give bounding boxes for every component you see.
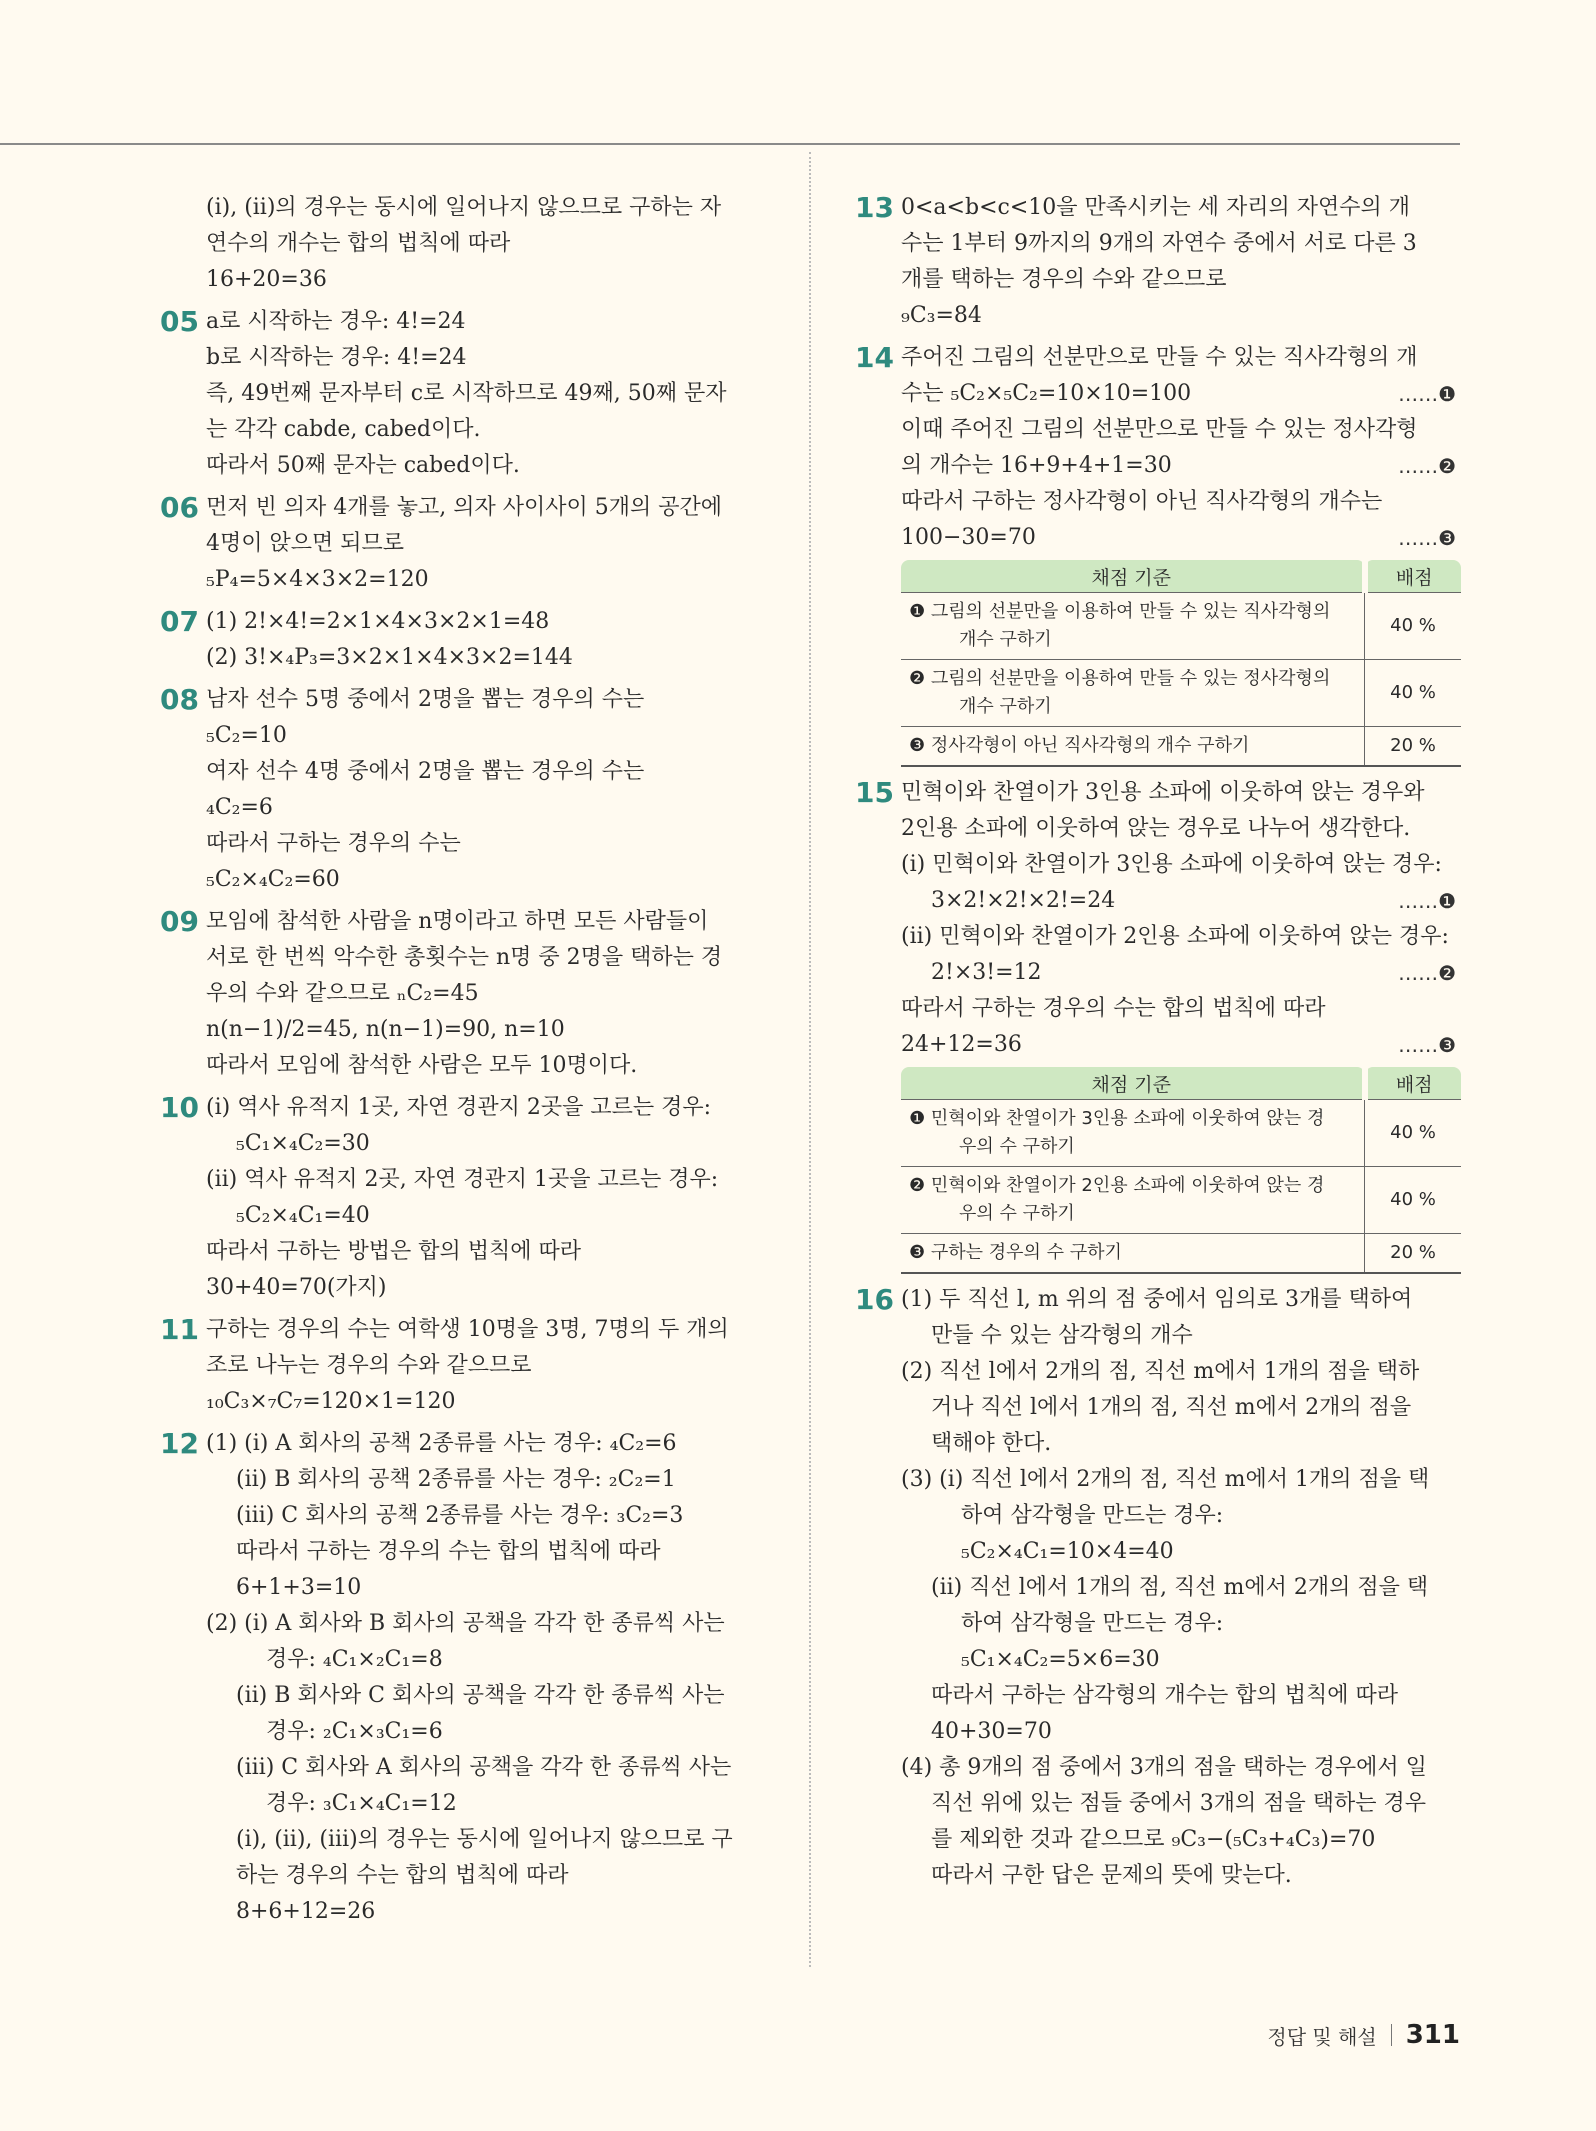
text-line: 를 제외한 것과 같으므로 ₉C₃−(₅C₃+₄C₃)=70 xyxy=(931,1827,1376,1852)
text-line: 거나 직선 l에서 1개의 점, 직선 m에서 2개의 점을 xyxy=(931,1395,1412,1420)
problem-08 xyxy=(160,682,770,898)
scoring-table xyxy=(901,560,1461,767)
line-text: 2!×3!=12 xyxy=(931,960,1042,985)
text-line: (ⅲ) C 회사의 공책 2종류를 사는 경우: ₃C₂=3 xyxy=(236,1503,684,1528)
problem-number: 08 xyxy=(160,683,199,716)
table-row xyxy=(901,1100,1461,1167)
text-line: 주어진 그림의 선분만으로 만들 수 있는 직사각형의 개 xyxy=(901,345,1418,370)
text-line: (ⅰ), (ⅱ), (ⅲ)의 경우는 동시에 일어나지 않으므로 구 xyxy=(236,1827,733,1852)
text-line: ₅C₂×₄C₂=60 xyxy=(206,867,340,892)
text-line: 조로 나누는 경우의 수와 같으므로 xyxy=(206,1353,532,1378)
step-marker: ……❶ xyxy=(1398,889,1456,913)
text-line: 이때 주어진 그림의 선분만으로 만들 수 있는 정사각형 xyxy=(901,417,1418,442)
text-line: (ⅰ) 역사 유적지 1곳, 자연 경관지 2곳을 고르는 경우: xyxy=(206,1095,712,1120)
table-row xyxy=(901,660,1461,727)
text-line: ₅C₂×₄C₁=10×4=40 xyxy=(961,1539,1174,1564)
text-line: 연수의 개수는 합의 법칙에 따라 xyxy=(206,231,511,256)
points-cell: 40 % xyxy=(1365,1167,1462,1234)
problem-12 xyxy=(160,1426,770,1930)
text-line: 따라서 구하는 경우의 수는 합의 법칙에 따라 xyxy=(236,1539,661,1564)
points-cell: 40 % xyxy=(1365,1100,1462,1167)
text-line: 따라서 50째 문자는 cabed이다. xyxy=(206,453,520,478)
points-cell: 20 % xyxy=(1365,727,1462,767)
points-cell: 40 % xyxy=(1365,660,1462,727)
text-line: 민혁이와 찬열이가 3인용 소파에 이웃하여 앉는 경우와 xyxy=(901,780,1425,805)
table-row xyxy=(901,1234,1461,1274)
text-line: 4명이 앉으면 되므로 xyxy=(206,531,404,556)
problem-number: 14 xyxy=(855,341,894,374)
footer-label: 정답 및 해설 xyxy=(1267,2024,1377,2049)
left-column xyxy=(160,190,770,1936)
text-line: 택해야 한다. xyxy=(931,1431,1052,1456)
step-marker: ……❶ xyxy=(1398,382,1456,406)
problem-number: 06 xyxy=(160,491,199,524)
text-line: 6+1+3=10 xyxy=(236,1575,362,1600)
text-line: 2인용 소파에 이웃하여 앉는 경우로 나누어 생각한다. xyxy=(901,816,1411,841)
text-line: 수는 1부터 9까지의 9개의 자연수 중에서 서로 다른 3 xyxy=(901,231,1417,256)
text-line: ₅P₄=5×4×3×2=120 xyxy=(206,567,429,592)
text-line: 여자 선수 4명 중에서 2명을 뽑는 경우의 수는 xyxy=(206,759,645,784)
table-row xyxy=(901,727,1461,767)
problem-07 xyxy=(160,604,770,676)
line-text: 의 개수는 16+9+4+1=30 xyxy=(901,453,1172,478)
criteria-text: ❸ 구하는 경우의 수 구하기 xyxy=(909,1242,1122,1263)
criteria-header: 채점 기준 xyxy=(901,560,1365,593)
text-line: 따라서 구하는 삼각형의 개수는 합의 법칙에 따라 xyxy=(931,1683,1399,1708)
text-line: (ⅱ) 민혁이와 찬열이가 2인용 소파에 이웃하여 앉는 경우: xyxy=(901,924,1449,949)
text-line: 는 각각 cabde, cabed이다. xyxy=(206,417,481,442)
problem-number: 16 xyxy=(855,1283,894,1316)
criteria-text: ❸ 정사각형이 아닌 직사각형의 개수 구하기 xyxy=(909,735,1250,756)
problem-number: 05 xyxy=(160,305,199,338)
points-header: 배점 xyxy=(1365,560,1462,593)
text-line xyxy=(901,1027,1460,1063)
text-line: 경우: ₄C₁×₂C₁=8 xyxy=(266,1647,443,1672)
page-number: 311 xyxy=(1405,2020,1460,2050)
text-line: 경우: ₂C₁×₃C₁=6 xyxy=(266,1719,443,1744)
problem-13 xyxy=(855,190,1460,334)
text-line: (ⅱ) B 회사와 C 회사의 공책을 각각 한 종류씩 사는 xyxy=(236,1683,725,1708)
problem-number: 13 xyxy=(855,191,894,224)
criteria-text: 우의 수 구하기 xyxy=(959,1203,1075,1224)
criteria-text: ❶ 그림의 선분만을 이용하여 만들 수 있는 직사각형의 xyxy=(909,601,1331,622)
column-divider xyxy=(809,152,811,1967)
problem-06 xyxy=(160,490,770,598)
footer-separator xyxy=(1391,2024,1392,2046)
text-line: 따라서 구하는 방법은 합의 법칙에 따라 xyxy=(206,1239,581,1264)
points-cell: 20 % xyxy=(1365,1234,1462,1274)
text-line: (ⅰ) 민혁이와 찬열이가 3인용 소파에 이웃하여 앉는 경우: xyxy=(901,852,1442,877)
text-line: ₅C₁×₄C₂=5×6=30 xyxy=(961,1647,1160,1672)
criteria-cell xyxy=(901,727,1365,767)
text-line xyxy=(901,883,1460,919)
text-line: 따라서 구하는 정사각형이 아닌 직사각형의 개수는 xyxy=(901,489,1383,514)
text-line: 따라서 모임에 참석한 사람은 모두 10명이다. xyxy=(206,1053,638,1078)
text-line: ₄C₂=6 xyxy=(206,795,273,820)
text-line: (1) 두 직선 l, m 위의 점 중에서 임의로 3개를 택하여 xyxy=(901,1287,1413,1312)
text-line: ₅C₁×₄C₂=30 xyxy=(236,1131,370,1156)
text-line: (ⅰ), (ⅱ)의 경우는 동시에 일어나지 않으므로 구하는 자 xyxy=(206,195,722,220)
problem-number: 10 xyxy=(160,1091,199,1124)
right-column xyxy=(855,190,1460,1900)
problem-10 xyxy=(160,1090,770,1306)
text-line: (ⅱ) 직선 l에서 1개의 점, 직선 m에서 2개의 점을 택 xyxy=(931,1575,1429,1600)
text-line: ₅C₂×₄C₁=40 xyxy=(236,1203,370,1228)
text-line: (4) 총 9개의 점 중에서 3개의 점을 택하는 경우에서 일 xyxy=(901,1755,1427,1780)
text-line: (ⅲ) C 회사와 A 회사의 공책을 각각 한 종류씩 사는 xyxy=(236,1755,732,1780)
text-line xyxy=(901,955,1460,991)
text-line: a로 시작하는 경우: 4!=24 xyxy=(206,309,466,334)
text-line: 따라서 구하는 경우의 수는 합의 법칙에 따라 xyxy=(901,996,1326,1021)
problem-number: 12 xyxy=(160,1427,199,1460)
criteria-cell xyxy=(901,1234,1365,1274)
text-line: 구하는 경우의 수는 여학생 10명을 3명, 7명의 두 개의 xyxy=(206,1317,729,1342)
text-line: n(n−1)/2=45, n(n−1)=90, n=10 xyxy=(206,1017,565,1042)
problem-number: 11 xyxy=(160,1313,199,1346)
problem-number: 07 xyxy=(160,605,199,638)
text-line xyxy=(901,376,1460,412)
text-line: 하여 삼각형을 만드는 경우: xyxy=(961,1611,1224,1636)
text-line: 8+6+12=26 xyxy=(236,1899,376,1924)
text-line: 따라서 구한 답은 문제의 뜻에 맞는다. xyxy=(931,1863,1292,1888)
line-text: 100−30=70 xyxy=(901,525,1036,550)
problem-number: 15 xyxy=(855,776,894,809)
text-line: (ⅱ) 역사 유적지 2곳, 자연 경관지 1곳을 고르는 경우: xyxy=(206,1167,719,1192)
points-cell: 40 % xyxy=(1365,593,1462,660)
page-footer xyxy=(1267,2020,1460,2050)
text-line: 경우: ₃C₁×₄C₁=12 xyxy=(266,1791,457,1816)
line-text: 수는 ₅C₂×₅C₂=10×10=100 xyxy=(901,381,1192,406)
problem-04-continued xyxy=(160,190,770,298)
table-row xyxy=(901,593,1461,660)
text-line: (2) 직선 l에서 2개의 점, 직선 m에서 1개의 점을 택하 xyxy=(901,1359,1420,1384)
text-line: 하는 경우의 수는 합의 법칙에 따라 xyxy=(236,1863,569,1888)
text-line: 모임에 참석한 사람을 n명이라고 하면 모든 사람들이 xyxy=(206,909,709,934)
criteria-text: 개수 구하기 xyxy=(959,629,1052,650)
problem-09 xyxy=(160,904,770,1084)
text-line: (1) 2!×4!=2×1×4×3×2×1=48 xyxy=(206,609,550,634)
problem-number: 09 xyxy=(160,905,199,938)
text-line: 0<a<b<c<10을 만족시키는 세 자리의 자연수의 개 xyxy=(901,195,1410,220)
text-line: 40+30=70 xyxy=(931,1719,1052,1744)
text-line xyxy=(901,520,1460,556)
problem-05 xyxy=(160,304,770,484)
problem-11 xyxy=(160,1312,770,1420)
problem-16 xyxy=(855,1282,1460,1894)
text-line xyxy=(901,448,1460,484)
criteria-text: 개수 구하기 xyxy=(959,696,1052,717)
criteria-text: ❶ 민혁이와 찬열이가 3인용 소파에 이웃하여 앉는 경 xyxy=(909,1108,1325,1129)
criteria-cell xyxy=(901,593,1365,660)
text-line: ₉C₃=84 xyxy=(901,303,982,328)
criteria-header: 채점 기준 xyxy=(901,1067,1365,1100)
criteria-cell xyxy=(901,660,1365,727)
text-line: 따라서 구하는 경우의 수는 xyxy=(206,831,461,856)
text-line: 즉, 49번째 문자부터 c로 시작하므로 49째, 50째 문자 xyxy=(206,381,727,406)
text-line: 남자 선수 5명 중에서 2명을 뽑는 경우의 수는 xyxy=(206,687,645,712)
text-line: (2) (ⅰ) A 회사와 B 회사의 공책을 각각 한 종류씩 사는 xyxy=(206,1611,725,1636)
problem-14 xyxy=(855,340,1460,767)
criteria-text: 우의 수 구하기 xyxy=(959,1136,1075,1157)
criteria-text: ❷ 그림의 선분만을 이용하여 만들 수 있는 정사각형의 xyxy=(909,668,1331,689)
text-line: 개를 택하는 경우의 수와 같으므로 xyxy=(901,267,1227,292)
text-line: 하여 삼각형을 만드는 경우: xyxy=(961,1503,1224,1528)
line-text: 24+12=36 xyxy=(901,1032,1022,1057)
step-marker: ……❷ xyxy=(1398,454,1456,478)
text-line: 30+40=70(가지) xyxy=(206,1275,387,1300)
text-line: 서로 한 번씩 악수한 총횟수는 n명 중 2명을 택하는 경 xyxy=(206,945,723,970)
step-marker: ……❸ xyxy=(1398,526,1456,550)
text-line: (3) (ⅰ) 직선 l에서 2개의 점, 직선 m에서 1개의 점을 택 xyxy=(901,1467,1430,1492)
step-marker: ……❸ xyxy=(1398,1033,1456,1057)
text-line: 우의 수와 같으므로 ₙC₂=45 xyxy=(206,981,479,1006)
criteria-cell xyxy=(901,1167,1365,1234)
header-rule xyxy=(0,143,1460,145)
text-line: b로 시작하는 경우: 4!=24 xyxy=(206,345,467,370)
text-line: ₅C₂=10 xyxy=(206,723,287,748)
text-line: (2) 3!×₄P₃=3×2×1×4×3×2=144 xyxy=(206,645,573,670)
line-text: 3×2!×2!×2!=24 xyxy=(931,888,1116,913)
scoring-table xyxy=(901,1067,1461,1274)
criteria-text: ❷ 민혁이와 찬열이가 2인용 소파에 이웃하여 앉는 경 xyxy=(909,1175,1325,1196)
points-header: 배점 xyxy=(1365,1067,1462,1100)
criteria-cell xyxy=(901,1100,1365,1167)
table-row xyxy=(901,1167,1461,1234)
text-line: (ⅱ) B 회사의 공책 2종류를 사는 경우: ₂C₂=1 xyxy=(236,1467,676,1492)
problem-15 xyxy=(855,775,1460,1274)
step-marker: ……❷ xyxy=(1398,961,1456,985)
text-line: (1) (ⅰ) A 회사의 공책 2종류를 사는 경우: ₄C₂=6 xyxy=(206,1431,677,1456)
text-line: 먼저 빈 의자 4개를 놓고, 의자 사이사이 5개의 공간에 xyxy=(206,495,722,520)
text-line: ₁₀C₃×₇C₇=120×1=120 xyxy=(206,1389,456,1414)
text-line: 16+20=36 xyxy=(206,267,327,292)
text-line: 직선 위에 있는 점들 중에서 3개의 점을 택하는 경우 xyxy=(931,1791,1426,1816)
text-line: 만들 수 있는 삼각형의 개수 xyxy=(931,1323,1193,1348)
